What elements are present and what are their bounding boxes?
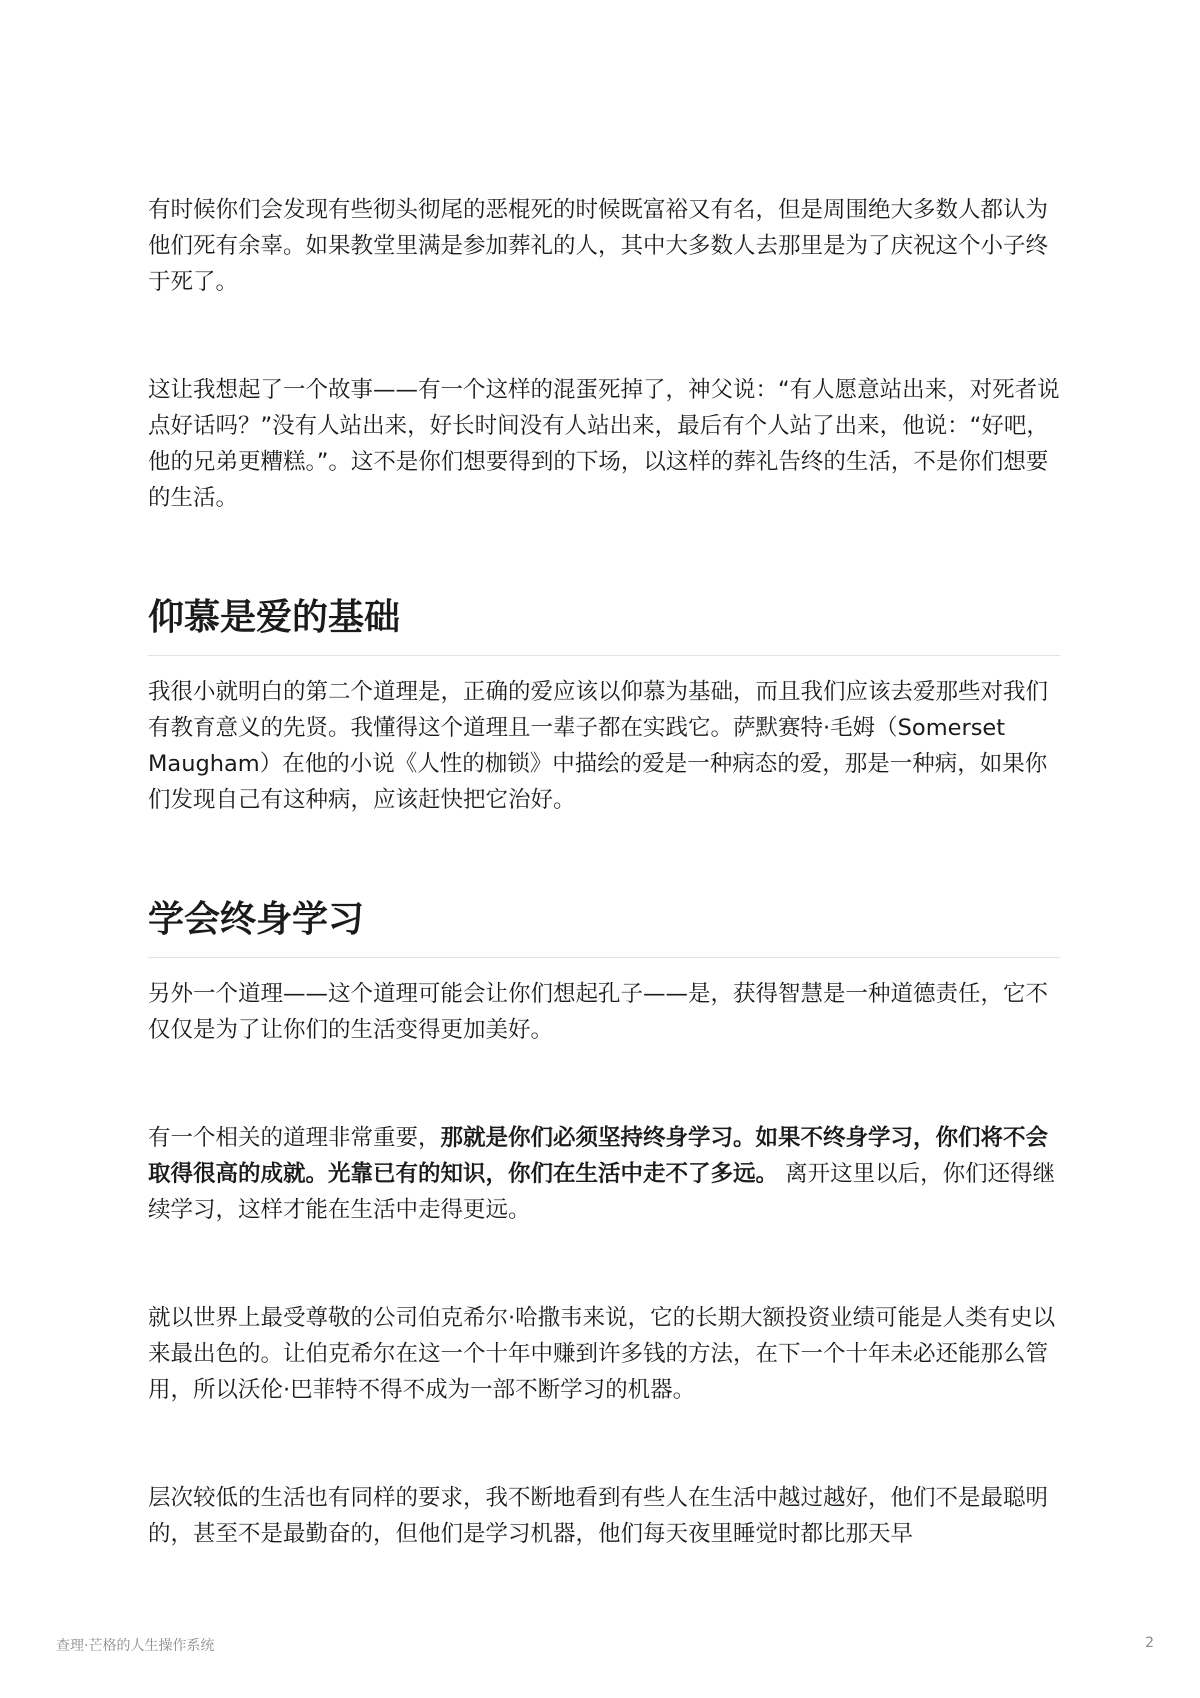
paragraph: 这让我想起了一个故事——有一个这样的混蛋死掉了，神父说：“有人愿意站出来，对死者说点好话吗？”没有人站出来，好长时间没有人站出来，最后有个人站了出来，他说：“好吧，他的兄弟更糟糕。”。这不是你们想要得到的下场，以这样的葬礼告终的生活，不是你们想要的生活。 [148,377,1060,511]
paragraph: 另外一个道理——这个道理可能会让你们想起孔子——是，获得智慧是一种道德责任，它不仅仅是为了让你们的生活变得更加美好。 [148,981,1049,1043]
footer-document-title: 查理·芒格的人生操作系统 [56,1638,215,1654]
paragraph: 我很小就明白的第二个道理是，正确的爱应该以仰慕为基础，而且我们应该去爱那些对我们有教育意义的先贤。我懂得这个道理且一辈子都在实践它。萨默赛特·毛姆（Somerset Maugham）在他的小说《人性的枷锁》中描绘的爱是一种病态的爱，那是一种病，如果你们发现自己有这种病，应该赶快把它治好。 [148,679,1049,813]
footer-page-number: 2 [1145,1635,1154,1651]
section-heading: 仰慕是爱的基础 [148,596,1060,656]
paragraph-with-emphasis [148,1120,1060,1228]
section-heading: 学会终身学习 [148,898,1060,958]
document-body [148,192,1060,1552]
paragraph: 层次较低的生活也有同样的要求，我不断地看到有些人在生活中越过越好，他们不是最聪明的，甚至不是最勤奋的，但他们是学习机器，他们每天夜里睡觉时都比那天早 [148,1485,1049,1547]
emphasized-text: 那就是你们必须坚持终身学习。如果不终身学习，你们将不会取得很高的成就。光靠已有的知识，你们在生活中走不了多远。 [148,1125,1049,1187]
paragraph-lead: 有一个相关的道理非常重要， [148,1125,441,1151]
paragraph: 就以世界上最受尊敬的公司伯克希尔·哈撒韦来说，它的长期大额投资业绩可能是人类有史以来最出色的。让伯克希尔在这一个十年中赚到许多钱的方法，在下一个十年未必还能那么管用，所以沃伦·巴菲特不得不成为一部不断学习的机器。 [148,1305,1056,1403]
paragraph-tail: 离开这里以后，你们还得继续学习，这样才能在生活中走得更远。 [148,1161,1056,1223]
paragraph: 有时候你们会发现有些彻头彻尾的恶棍死的时候既富裕又有名，但是周围绝大多数人都认为他们死有余辜。如果教堂里满是参加葬礼的人，其中大多数人去那里是为了庆祝这个小子终于死了。 [148,197,1049,295]
